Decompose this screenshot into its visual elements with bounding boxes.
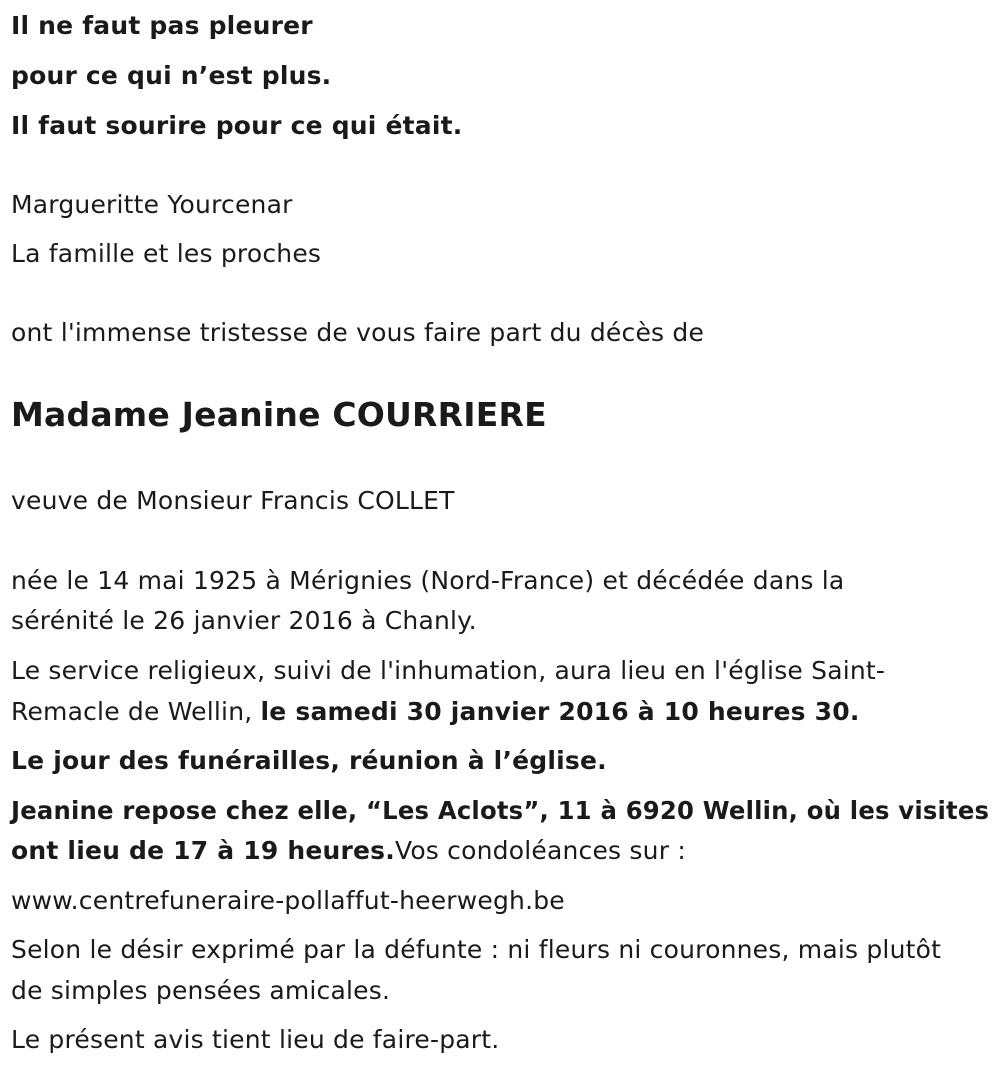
deceased-name: Madame Jeanine COURRIERE bbox=[11, 395, 547, 434]
announcement-line: ont l'immense tristesse de vous faire part du décès de bbox=[11, 318, 705, 347]
quote-line-1: Il ne faut pas pleurer bbox=[11, 11, 313, 40]
wishes-line-2: de simples pensées amicales. bbox=[11, 976, 391, 1005]
service-line-2 bbox=[11, 691, 860, 732]
quote-line-2: pour ce qui n’est plus. bbox=[11, 61, 332, 90]
quote-line-3: Il faut sourire pour ce qui était. bbox=[11, 111, 463, 140]
birth-death-line-1: née le 14 mai 1925 à Mérignies (Nord-France) et décédée dans la bbox=[11, 566, 845, 595]
condolences-label: Vos condoléances sur : bbox=[394, 836, 686, 865]
quote-author: Margueritte Yourcenar bbox=[11, 190, 293, 219]
service-line-1: Le service religieux, suivi de l'inhumation, aura lieu en l'église Saint- bbox=[11, 656, 886, 685]
visits-line-2 bbox=[11, 830, 686, 871]
widow-of-line: veuve de Monsieur Francis COLLET bbox=[11, 486, 455, 515]
family-line: La famille et les proches bbox=[11, 239, 322, 268]
notice-line: Le présent avis tient lieu de faire-part. bbox=[11, 1025, 500, 1054]
website-link[interactable]: www.centrefuneraire-pollaffut-heerwegh.be bbox=[11, 886, 565, 915]
service-location: Remacle de Wellin, bbox=[11, 697, 261, 726]
visits-line-1: Jeanine repose chez elle, “Les Aclots”, 11 à 6920 Wellin, où les visites bbox=[11, 796, 990, 825]
visits-hours: ont lieu de 17 à 19 heures. bbox=[11, 836, 395, 865]
funeral-day-line: Le jour des funérailles, réunion à l’église. bbox=[11, 746, 607, 775]
service-date: le samedi 30 janvier 2016 à 10 heures 30. bbox=[260, 697, 860, 726]
wishes-line-1: Selon le désir exprimé par la défunte : ni fleurs ni couronnes, mais plutôt bbox=[11, 935, 942, 964]
birth-death-line-2: sérénité le 26 janvier 2016 à Chanly. bbox=[11, 606, 477, 635]
